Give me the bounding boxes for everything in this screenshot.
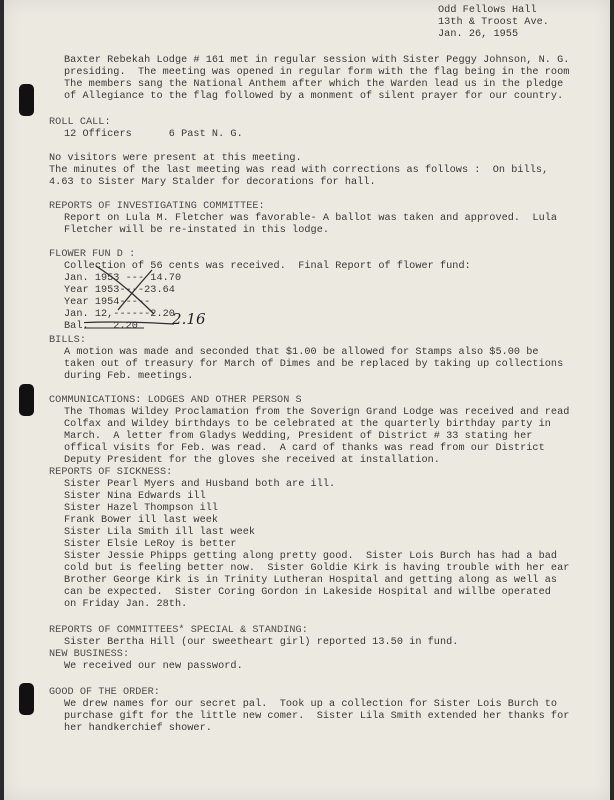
flower-fund-line: Year 1954-----: [64, 297, 151, 308]
bills-line: during Feb. meetings.: [64, 371, 194, 382]
good-of-order-line: purchase gift for the little new comer. Sister Lila Smith extended her thanks for: [64, 711, 570, 722]
good-of-order-heading: GOOD OF THE ORDER:: [49, 687, 160, 698]
header-date: Jan. 26, 1955: [438, 29, 519, 40]
sickness-line: can be expected. Sister Coring Gordon in Lakeside Hospital and willbe operated: [64, 587, 551, 598]
communications-line: The Thomas Wildey Proclamation from the Soverign Grand Lodge was received and read: [64, 407, 570, 418]
header-location: Odd Fellows Hall: [438, 5, 537, 16]
sickness-line: on Friday Jan. 28th.: [64, 599, 188, 610]
new-business-heading: NEW BUSINESS:: [49, 649, 130, 660]
sickness-line: Sister Pearl Myers and Husband both are ill.: [64, 479, 336, 490]
communications-heading: COMMUNICATIONS: LODGES AND OTHER PERSON S: [49, 395, 302, 406]
roll-call-line: 12 Officers 6 Past N. G.: [64, 129, 243, 140]
flower-fund-balance: Bal. 2.20: [64, 321, 138, 332]
investigating-line: Fletcher will be re-instated in this lodge.: [64, 225, 330, 236]
investigating-line: Report on Lula M. Fletcher was favorable- A ballot was taken and approved. Lula: [64, 213, 558, 224]
communications-line: offical visits for Feb. was read. A card of thanks was read from our District: [64, 443, 545, 454]
flower-fund-line: Collection of 56 cents was received. Final Report of flower fund:: [64, 261, 471, 272]
handwritten-correction: 2.16: [172, 310, 206, 328]
communications-line: Deputy President for the gloves she received at installation.: [64, 455, 440, 466]
sickness-line: Sister Jessie Phipps getting along pretty good. Sister Lois Burch has had a bad: [64, 551, 558, 562]
sickness-line: Sister Hazel Thompson ill: [64, 503, 219, 514]
intro-line: Baxter Rebekah Lodge # 161 met in regular session with Sister Peggy Johnson, N. G.: [64, 55, 570, 66]
header-address: 13th & Troost Ave.: [438, 17, 549, 28]
minutes-line: No visitors were present at this meeting.: [49, 153, 302, 164]
intro-line: The members sang the National Anthem after which the Warden lead us in the pledge: [64, 79, 564, 90]
flower-fund-heading: FLOWER FUN D :: [49, 249, 136, 260]
good-of-order-line: her handkerchief shower.: [64, 723, 212, 734]
sickness-line: cold but is feeling better now. Sister Goldie Kirk is having trouble with her ear: [64, 563, 570, 574]
binder-hole: [19, 84, 34, 116]
typed-minutes-page: [4, 0, 610, 800]
minutes-line: The minutes of the last meeting was read with corrections as follows : On bills,: [49, 165, 549, 176]
flower-fund-line: Jan. 12,------2.20: [64, 309, 175, 320]
communications-line: Colfax and Wildey birthdays to be celebrated at the quarterly birthday party in: [64, 419, 551, 430]
committees-line: Sister Bertha Hill (our sweetheart girl) reported 13.50 in fund.: [64, 637, 459, 648]
roll-call-heading: ROLL CALL:: [49, 117, 111, 128]
flower-fund-line: Jan. 1953 --- 14.70: [64, 273, 182, 284]
committees-heading: REPORTS OF COMMITTEES* SPECIAL & STANDING:: [49, 625, 308, 636]
communications-line: March. A letter from Gladys Wedding, President of District # 33 stating her: [64, 431, 533, 442]
bills-heading: BILLS:: [49, 335, 86, 346]
sickness-line: Brother George Kirk is in Trinity Lutheran Hospital and getting along as well as: [64, 575, 558, 586]
sickness-heading: REPORTS OF SICKNESS:: [49, 467, 173, 478]
sickness-line: Frank Bower ill last week: [64, 515, 219, 526]
binder-hole: [19, 384, 34, 416]
sickness-line: Sister Lila Smith ill last week: [64, 527, 256, 538]
investigating-heading: REPORTS OF INVESTIGATING COMMITTEE:: [49, 201, 265, 212]
sickness-line: Sister Elsie LeRoy is better: [64, 539, 237, 550]
intro-line: of Allegiance to the flag followed by a monment of silent prayer for our country.: [64, 91, 564, 102]
good-of-order-line: We drew names for our secret pal. Took up a collection for Sister Lois Burch to: [64, 699, 558, 710]
new-business-line: We received our new password.: [64, 661, 243, 672]
flower-fund-line: Year 1953----23.64: [64, 285, 175, 296]
sickness-line: Sister Nina Edwards ill: [64, 491, 206, 502]
bills-line: taken out of treasury for March of Dimes and be replaced by taking up collections: [64, 359, 564, 370]
binder-hole: [19, 683, 34, 715]
bills-line: A motion was made and seconded that $1.00 be allowed for Stamps also $5.00 be: [64, 347, 539, 358]
intro-line: presiding. The meeting was opened in regular form with the flag being in the room: [64, 67, 570, 78]
minutes-line: 4.63 to Sister Mary Stalder for decorations for hall.: [49, 177, 376, 188]
